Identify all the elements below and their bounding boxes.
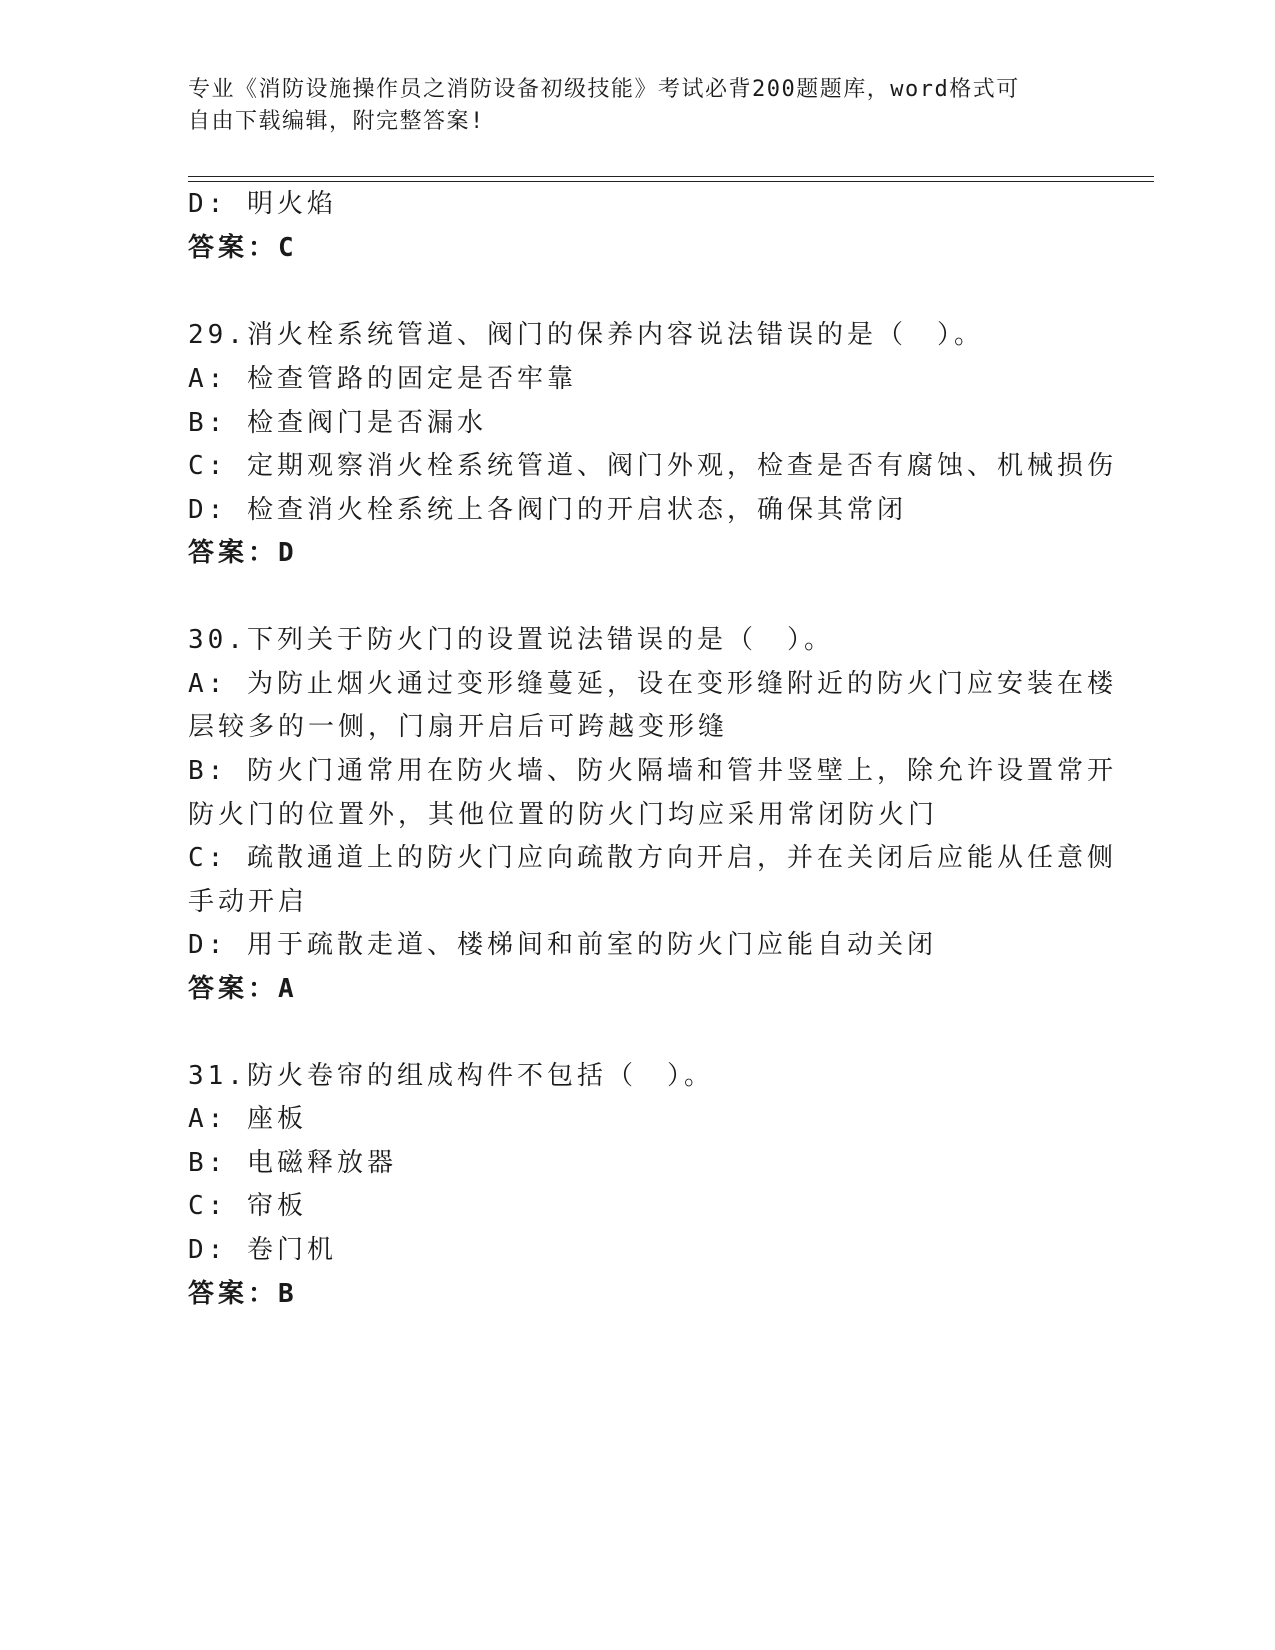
q29-option-d: D: 检查消火栓系统上各阀门的开启状态，确保其常闭	[188, 495, 907, 525]
q31-option-b: B: 电磁释放器	[188, 1148, 397, 1178]
q30-option-b-line-2: 防火门的位置外，其他位置的防火门均应采用常闭防火门	[188, 800, 939, 830]
q30-option-a-line-1: A: 为防止烟火通过变形缝蔓延，设在变形缝附近的防火门应安装在楼	[188, 669, 1117, 699]
q31-option-d: D: 卷门机	[188, 1235, 337, 1265]
header-title-line-1: 专业《消防设施操作员之消防设备初级技能》考试必背200题题库，word格式可	[188, 77, 1020, 102]
q29-option-b: B: 检查阀门是否漏水	[188, 408, 487, 438]
q30-stem: 30.下列关于防火门的设置说法错误的是（ ）。	[188, 625, 834, 655]
header-title-line-2: 自由下载编辑，附完整答案!	[188, 109, 485, 134]
q31-option-a: A: 座板	[188, 1104, 307, 1134]
q29-option-c: C: 定期观察消火栓系统管道、阀门外观，检查是否有腐蚀、机械损伤	[188, 451, 1117, 481]
prev-option-d: D: 明火焰	[188, 189, 337, 219]
document-header	[188, 74, 1088, 138]
q31-answer: 答案：B	[188, 1279, 298, 1309]
prev-answer: 答案：C	[188, 233, 298, 263]
q29-answer: 答案：D	[188, 538, 298, 568]
q30-option-c-line-2: 手动开启	[188, 887, 309, 917]
q30-option-a-line-2: 层较多的一侧，门扇开启后可跨越变形缝	[188, 712, 729, 742]
header-divider-top	[188, 176, 1154, 177]
q30-answer: 答案：A	[188, 974, 298, 1004]
q31-option-c: C: 帘板	[188, 1191, 307, 1221]
q31-stem: 31.防火卷帘的组成构件不包括（ ）。	[188, 1061, 714, 1091]
q30-option-d: D: 用于疏散走道、楼梯间和前室的防火门应能自动关闭	[188, 930, 937, 960]
q29-stem: 29.消火栓系统管道、阀门的保养内容说法错误的是（ ）。	[188, 320, 984, 350]
q29-option-a: A: 检查管路的固定是否牢靠	[188, 364, 577, 394]
q30-option-c-line-1: C: 疏散通道上的防火门应向疏散方向开启，并在关闭后应能从任意侧	[188, 843, 1117, 873]
q30-option-b-line-1: B: 防火门通常用在防火墙、防火隔墙和管井竖壁上，除允许设置常开	[188, 756, 1117, 786]
